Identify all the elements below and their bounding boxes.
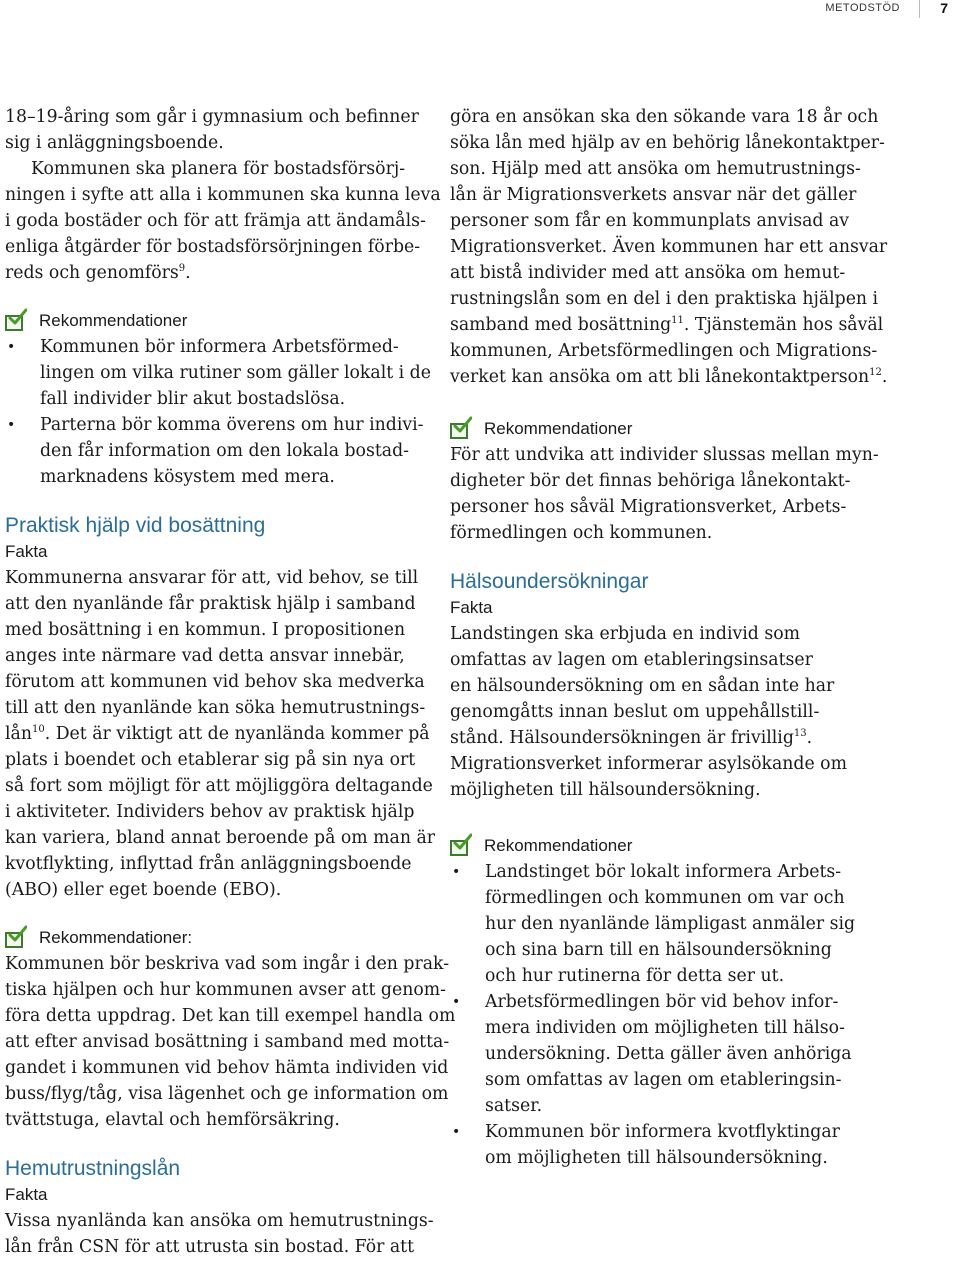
text-line: lingen om vilka rutiner som gäller lokalt i de: [40, 363, 431, 383]
list-item: [5, 334, 430, 412]
text-line: mera individen om möjligheten till hälso-: [485, 1018, 845, 1038]
text-line: att bistå individer med att ansöka om hemut-: [450, 263, 846, 283]
footnote-ref: 11: [671, 315, 684, 326]
recommendations-paragraph: [5, 951, 456, 1133]
green-checkbox-icon: [5, 928, 27, 948]
text-line: marknadens kösystem med mera.: [40, 467, 335, 487]
text-line: undersökning. Detta gäller även anhöriga: [485, 1044, 852, 1064]
text-line: Kommunerna ansvarar för att, vid behov, se till: [5, 568, 419, 588]
recommendations-paragraph: [450, 442, 879, 546]
text-line: Kommunen ska planera för bostadsförsörj-: [31, 159, 406, 179]
text-line: fall individer blir akut bostadslösa.: [40, 389, 346, 409]
text-line: • Landstinget bör lokalt informera Arbets-: [485, 862, 842, 882]
text-line: personer hos såväl Migrationsverket, Arbets-: [450, 497, 847, 517]
recommendations-title: Rekommendationer: [484, 836, 633, 855]
text-fragment: . Tjänstemän hos såväl: [683, 315, 884, 335]
text-line: lån är Migrationsverkets ansvar när det gäller: [450, 185, 857, 205]
text-line: rustningslån som en del i den praktiska hjälpen i: [450, 289, 879, 309]
right-column: [450, 104, 888, 1171]
list-item: [450, 859, 875, 989]
text-line: Migrationsverket informerar asylsökande om: [450, 754, 847, 774]
recommendations-title: Rekommendationer: [39, 311, 188, 330]
footnote-ref: 10: [31, 724, 45, 735]
footnote-ref: 13: [793, 728, 807, 739]
text-line: och sina barn till en hälsoundersökning: [485, 940, 832, 960]
text-line: förutom att kommunen vid behov ska medverka: [5, 672, 425, 692]
text-fragment: . Det är viktigt att de nyanlända kommer på: [44, 724, 430, 744]
text-line: sig i anläggningsboende.: [5, 133, 224, 153]
text-line: • Kommunen bör informera Arbetsförmed-: [40, 337, 399, 357]
text-fragment: reds och genomförs: [5, 263, 179, 283]
page-header: [0, 0, 960, 20]
text-line: [5, 260, 430, 286]
recommendations-heading: [450, 416, 875, 442]
text-line: gandet i kommunen vid behov hämta individen vid: [5, 1058, 449, 1078]
text-line: tvättstuga, elavtal och hemförsäkring.: [5, 1110, 340, 1130]
green-checkbox-icon: [5, 311, 27, 331]
text-line: till att den nyanlände kan söka hemutrustnings-: [5, 698, 426, 718]
text-line: buss/flyg/tåg, visa lägenhet och ge information om: [5, 1084, 449, 1104]
text-line: i aktiviteter. Individers behov av praktisk hjälp: [5, 802, 415, 822]
praktisk-paragraph: [5, 565, 436, 903]
text-line: genomgåtts innan beslut om uppehållstill-: [450, 702, 820, 722]
text-line: kvotflykting, inflyttad från anläggningsboende: [5, 854, 412, 874]
text-fragment: verket kan ansöka om att bli lånekontaktperson: [450, 367, 870, 387]
text-fragment: .: [806, 728, 813, 748]
text-line: • Kommunen bör informera kvotflyktingar: [485, 1122, 840, 1142]
text-line: [5, 721, 430, 747]
text-line: plats i boendet och etablerar sig på sin nya ort: [5, 750, 416, 770]
recommendations-heading: [5, 308, 430, 334]
intro-paragraph: [5, 104, 430, 156]
section-label: METODSTÖD: [825, 2, 900, 14]
text-line: att den nyanlände får praktisk hjälp i samband: [5, 594, 416, 614]
text-line: [450, 725, 875, 751]
text-line: lån från CSN för att utrusta sin bostad. För att: [5, 1237, 415, 1257]
list-item: [450, 1119, 875, 1171]
text-line: föra detta uppdrag. Det kan till exempel handla om: [5, 1006, 456, 1026]
recommendations-heading: [450, 833, 875, 859]
text-line: digheter bör det finnas behöriga lånekontakt-: [450, 471, 851, 491]
hemutrustning-paragraph: [5, 1208, 434, 1260]
text-line: För att undvika att individer slussas mellan myn-: [450, 445, 879, 465]
text-line: med bosättning i en kommun. I propositionen: [5, 620, 406, 640]
text-line: kan variera, bland annat beroende på om man är: [5, 828, 436, 848]
recommendations-heading: [5, 925, 430, 951]
text-line: • Arbetsförmedlingen bör vid behov infor-: [485, 992, 839, 1012]
text-line: en hälsoundersökning om en sådan inte har: [450, 676, 835, 696]
text-line: satser.: [485, 1096, 543, 1116]
planning-paragraph: [5, 156, 441, 286]
text-line: Migrationsverket. Även kommunen har ett ansvar: [450, 237, 888, 257]
continued-paragraph: [450, 104, 888, 390]
text-line: [450, 312, 884, 338]
text-line: tiska hjälpen och hur kommunen avser att genom-: [5, 980, 446, 1000]
footnote-ref: 12: [869, 367, 882, 378]
text-line: möjligheten till hälsoundersökning.: [450, 780, 761, 800]
text-fragment: .: [185, 263, 191, 283]
text-line: göra en ansökan ska den sökande vara 18 år och: [450, 107, 879, 127]
text-line: (ABO) eller eget boende (EBO).: [5, 880, 282, 900]
fakta-label: Fakta: [450, 598, 493, 617]
text-line: enliga åtgärder för bostadsförsörjningen förbe-: [5, 237, 421, 257]
recommendations-list: [5, 334, 430, 490]
header-divider: [919, 0, 920, 18]
text-line: kommunen, Arbetsförmedlingen och Migrations-: [450, 341, 878, 361]
text-line: Vissa nyanlända kan ansöka om hemutrustnings-: [5, 1211, 434, 1231]
text-line: och hur rutinerna för detta ser ut.: [485, 966, 785, 986]
green-checkbox-icon: [450, 836, 472, 856]
fakta-label: Fakta: [5, 542, 48, 561]
text-line: i goda bostäder och för att främja att ändamåls-: [5, 211, 426, 231]
text-line: om möjligheten till hälsoundersökning.: [485, 1148, 828, 1168]
text-line: omfattas av lagen om etableringsinsatser: [450, 650, 813, 670]
text-line: som omfattas av lagen om etableringsin-: [485, 1070, 842, 1090]
recommendations-title: Rekommendationer: [484, 419, 633, 438]
text-line: Kommunen bör beskriva vad som ingår i den prak-: [5, 954, 450, 974]
section-heading-hemutrustning: Hemutrustningslån: [5, 1157, 181, 1180]
page-number: 7: [940, 0, 948, 16]
fakta-label: Fakta: [5, 1185, 48, 1204]
text-line: Landstingen ska erbjuda en individ som: [450, 624, 800, 644]
text-line: [450, 364, 888, 390]
section-heading-halso: Hälsoundersökningar: [450, 570, 649, 593]
text-line: hur den nyanlände lämpligast anmäler sig: [485, 914, 856, 934]
recommendations-list: [450, 859, 875, 1171]
text-line: förmedlingen och kommunen.: [450, 523, 713, 543]
text-line: 18–19-åring som går i gymnasium och befinner: [5, 107, 419, 127]
text-line: förmedlingen och kommunen om var och: [485, 888, 845, 908]
text-fragment: .: [881, 367, 888, 387]
list-item: [5, 412, 430, 490]
text-fragment: samband med bosättning: [450, 315, 672, 335]
text-line: ningen i syfte att alla i kommunen ska kunna leva: [5, 185, 441, 205]
text-line: att efter anvisad bosättning i samband med motta-: [5, 1032, 450, 1052]
text-line: så fort som möjligt för att möjliggöra deltagande: [5, 776, 433, 796]
text-line: personer som får en kommunplats anvisad av: [450, 211, 850, 231]
halso-paragraph: [450, 621, 875, 803]
list-item: [450, 989, 875, 1119]
footnote-ref: 9: [178, 263, 186, 274]
text-line: den får information om den lokala bostad-: [40, 441, 409, 461]
text-line: • Parterna bör komma överens om hur indivi-: [40, 415, 424, 435]
text-line: son. Hjälp med att ansöka om hemutrustnings-: [450, 159, 861, 179]
recommendations-title: Rekommendationer:: [39, 928, 193, 947]
green-checkbox-icon: [450, 419, 472, 439]
text-line: söka lån med hjälp av en behörig lånekontaktper-: [450, 133, 885, 153]
text-line: anges inte närmare vad detta ansvar innebär,: [5, 646, 405, 666]
text-fragment: stånd. Hälsoundersökningen är frivillig: [450, 728, 794, 748]
section-heading-praktisk: Praktisk hjälp vid bosättning: [5, 514, 266, 537]
text-fragment: lån: [5, 724, 32, 744]
left-column: [5, 104, 456, 1260]
